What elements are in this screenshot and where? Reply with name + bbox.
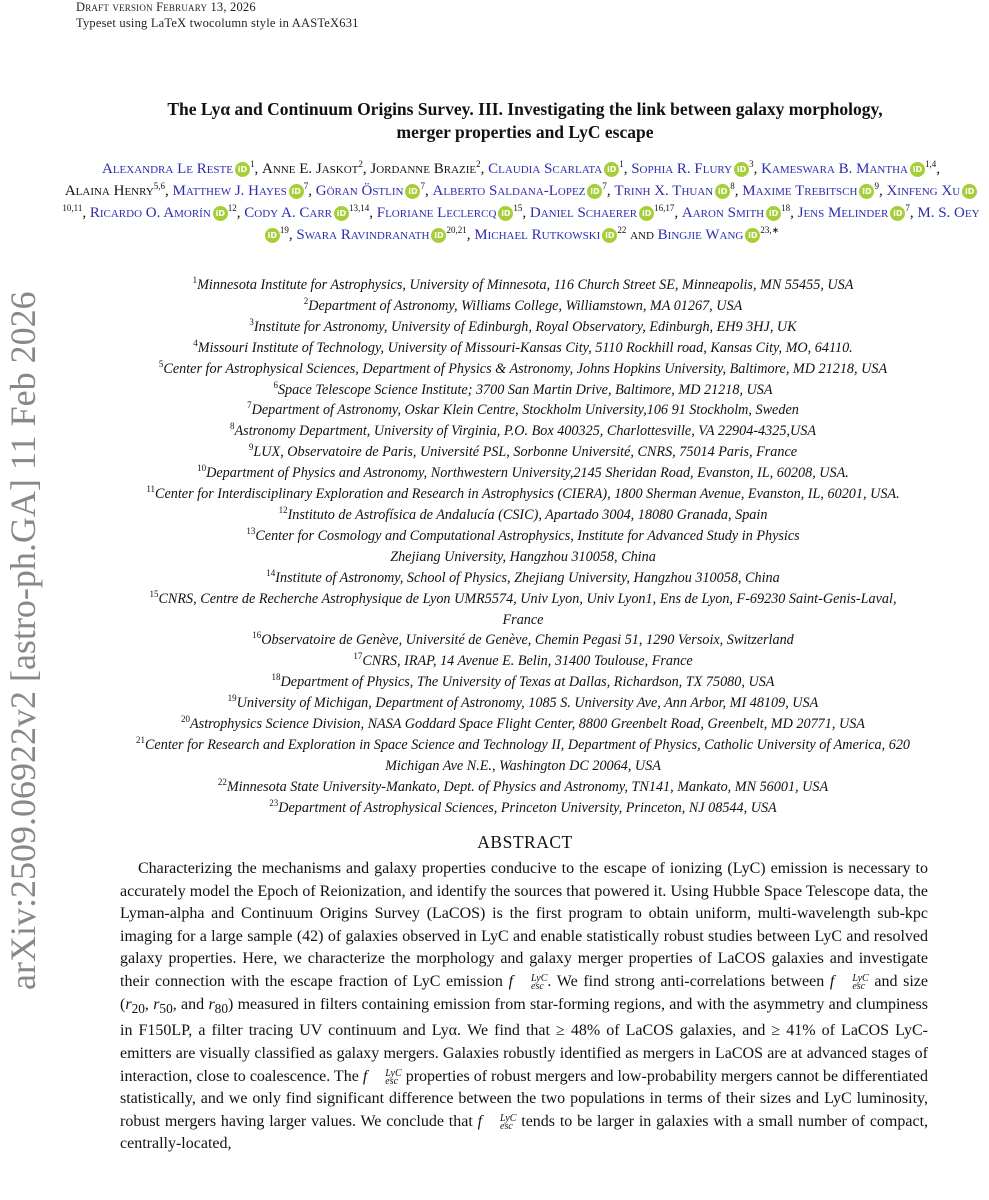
affiliation-number: 4 — [193, 337, 198, 348]
author-name: Anne E. Jaskot — [262, 161, 359, 177]
orcid-icon[interactable]: iD — [498, 206, 513, 221]
affiliation-number: 16 — [252, 630, 262, 641]
author-affiliation-index: 19 — [279, 225, 289, 235]
affiliation-text: Center for Cosmology and Computational Astrophysics, Institute for Advanced Study in Physics — [255, 527, 800, 544]
affiliation-item — [56, 630, 989, 651]
affiliation-text: Department of Astronomy, Oskar Klein Centre, Stockholm University,106 91 Stockholm, Sweden — [251, 402, 799, 419]
author-affiliation-index: 1 — [619, 159, 624, 169]
affiliation-item — [56, 359, 989, 380]
affiliation-item — [56, 777, 989, 798]
affiliation-item — [56, 317, 989, 338]
affiliation-number: 1 — [192, 275, 198, 285]
orcid-icon[interactable]: iD — [431, 228, 446, 243]
affiliation-number: 3 — [249, 316, 254, 327]
author-affiliation-index: 1,4 — [924, 159, 937, 169]
affiliation-number: 9 — [248, 442, 254, 453]
author-list: Alexandra Le Reste $iD^1$, Anne E. Jaskot$^2$, Jordanne Brazie$^2$, Claudia Scarlata $iD^1$, Sophia R. Flury $iD^3$, Kameswara B. Mantha iD$^{1,4}$, Alaina Henry$^{5,6}$, Matthew J. Hayes $iD^7$, Göran Östlin $iD^7$, Alberto Saldana-Lopez $iD^7$, Trinh X. Thuan $iD^8$, Maxime Trebitsch $iD^9$, Xinfeng Xu iD$^{10,11}$, Ricardo O. Amorín $iD^{12}$, Cody A. Carr iD$^{13,14}$, Floriane Leclercq $iD^{15}$, Daniel Schaerer iD$^{16,17}$, Aaron Smith $iD^{18}$, Jens Melinder $iD^7$, M. S. OeyiD$^{19}$, Swara Ravindranath iD$^{20,21}$, Michael Rutkowski $iD^{22}$ and Bingjie Wang $iD^{23,∗}$ — [62, 159, 980, 243]
author-affiliation-index: 10,11 — [62, 203, 83, 213]
author-name[interactable]: Daniel Schaerer — [529, 205, 638, 221]
abstract-text-1: Characterizing the mechanisms and galaxy properties conducive to the escape of ionizing (LyC) emission is necessary to accurately model the Epoch of Reionization, and identify the sources that powered it. Using Hubble Space Telescope data, the Lyman-alpha and Continuum Origins Survey (LaCOS) is the first program to obtain uniform, multi-wavelength sub-kpc imaging for a large sample (42) of galaxies observed in LyC and enable statistically robust studies between LyC and resolved galaxy properties. Here, we characterize the morphology and galaxy merger properties of LaCOS galaxies and investigate their connection with the escape fraction of LyC emission — [120, 860, 928, 990]
r80-subscript: 80 — [214, 1000, 228, 1016]
abstract-text-5: properties of robust mergers and low-probability mergers cannot be differentiated statistically, and we only find significant difference between the two populations in terms of their sizes and LyC luminosity, robust mergers having larger values. We conclude that — [120, 1067, 929, 1130]
author-name[interactable]: Trinh X. Thuan — [614, 183, 714, 199]
affiliation-item — [56, 275, 989, 296]
orcid-icon[interactable]: iD — [745, 228, 760, 243]
author-name[interactable]: Jens Melinder — [797, 205, 889, 221]
affiliation-item — [56, 714, 989, 735]
author-name[interactable]: Claudia Scarlata — [488, 161, 603, 177]
affiliation-number: 10 — [197, 463, 207, 474]
affiliation-item — [56, 484, 989, 505]
author-name[interactable]: Alberto Saldana-Lopez — [432, 183, 586, 199]
affiliation-text: Department of Physics and Astronomy, Northwestern University,2145 Sheridan Road, Evanston, IL, 60208, USA. — [206, 465, 849, 482]
author-affiliation-index: 2 — [476, 159, 481, 169]
orcid-icon[interactable]: iD — [289, 184, 304, 199]
affiliation-number: 13 — [246, 525, 256, 536]
affiliation-text-continued: Michigan Ave N.E., Washington DC 20064, USA — [385, 757, 661, 774]
affiliation-text-continued: France — [502, 611, 544, 628]
fesc-symbol: f LyC esc — [362, 1067, 402, 1087]
paper-title-line-2: merger properties and LyC escape — [396, 122, 654, 142]
affiliation-text: LUX, Observatoire de Paris, Université PSL, Sorbonne Université, CNRS, 75014 Paris, France — [253, 444, 798, 461]
author-affiliation-index: 1 — [250, 159, 255, 169]
orcid-icon[interactable]: iD — [604, 162, 619, 177]
affiliation-text: CNRS, IRAP, 14 Avenue E. Belin, 31400 Toulouse, France — [362, 653, 693, 670]
affiliation-item — [56, 735, 989, 756]
author-affiliation-index: 18 — [781, 203, 791, 213]
affiliation-text: Center for Astrophysical Sciences, Department of Physics & Astronomy, Johns Hopkins University, Baltimore, MD 21218, USA — [163, 360, 888, 377]
affiliation-item — [56, 651, 989, 672]
affiliation-item — [56, 589, 989, 610]
abstract-text-6: tends to be larger in galaxies with a small number of compact, centrally-located, — [120, 1112, 929, 1153]
and-word: and — [630, 227, 654, 243]
author-affiliation-index: 8 — [730, 181, 735, 191]
affiliation-text: Center for Interdisciplinary Exploration and Research in Astrophysics (CIERA), 1800 Sherman Avenue, Evanston, IL, 60201, USA. — [155, 486, 900, 503]
author-name[interactable]: Kameswara B. Mantha — [761, 161, 908, 177]
affiliation-item — [56, 296, 989, 317]
author-affiliation-index: 20,21 — [446, 225, 467, 235]
affiliation-number: 21 — [135, 734, 145, 745]
fesc-symbol: f LyC esc — [508, 972, 548, 992]
affiliation-item — [56, 421, 989, 442]
affiliation-number: 5 — [158, 358, 164, 369]
abstract-text-3: and size ( — [120, 972, 929, 1013]
affiliation-text: Department of Astronomy, Williams College, Williamstown, MA 01267, USA — [308, 297, 743, 314]
orcid-icon[interactable]: iD — [587, 184, 602, 199]
affiliation-number: 8 — [230, 421, 235, 432]
affiliation-number: 11 — [146, 484, 156, 495]
orcid-icon[interactable]: iD — [235, 162, 250, 177]
author-affiliation-index: 9 — [874, 181, 879, 191]
affiliation-number: 18 — [271, 672, 281, 683]
orcid-icon[interactable]: iD — [715, 184, 730, 199]
author-name[interactable]: Aaron Smith — [681, 205, 765, 221]
author-name[interactable]: Göran Östlin — [315, 183, 404, 199]
affiliation-text: Center for Research and Exploration in Space Science and Technology II, Department of Physics, Catholic University of America, 620 — [144, 736, 911, 753]
author-name[interactable]: Ricardo O. Amorín — [89, 205, 211, 221]
author-affiliation-index: 23,∗ — [760, 225, 780, 235]
affiliation-item — [56, 798, 989, 819]
author-affiliation-index: 7 — [602, 181, 607, 191]
author-affiliation-index: 13,14 — [349, 203, 370, 213]
affiliation-item — [56, 400, 989, 421]
author-name[interactable]: Xinfeng Xu — [886, 183, 961, 199]
fesc-symbol: f LyC esc — [477, 1112, 517, 1132]
affiliation-text: Astronomy Department, University of Virginia, P.O. Box 400325, Charlottesville, VA 22904-4325,USA — [234, 423, 816, 440]
author-name[interactable]: Swara Ravindranath — [296, 227, 430, 243]
affiliation-item — [56, 526, 989, 547]
affiliation-number: 7 — [247, 400, 252, 411]
affiliation-text: Institute of Astronomy, School of Physics, Zhejiang University, Hangzhou 310058, China — [275, 569, 780, 586]
paper-title — [70, 98, 980, 144]
affiliation-item — [56, 505, 989, 526]
affiliation-text: University of Michigan, Department of Astronomy, 1085 S. University Ave, Ann Arbor, MI 48109, USA — [236, 695, 819, 712]
draft-version-line — [76, 0, 256, 14]
author-affiliation-index: 7 — [303, 181, 309, 191]
author-name[interactable]: M. S. Oey — [917, 205, 980, 221]
affiliation-number: 12 — [278, 504, 288, 515]
affiliation-number: 6 — [273, 379, 278, 390]
fesc-symbol: f LyC esc — [829, 972, 869, 992]
orcid-icon[interactable]: iD — [405, 184, 420, 199]
author-affiliation-index: 22 — [617, 225, 627, 235]
orcid-icon[interactable]: iD — [334, 206, 349, 221]
affiliation-number: 23 — [269, 797, 279, 808]
affiliation-text-continued: Zhejiang University, Hangzhou 310058, China — [390, 548, 656, 565]
author-affiliation-index: 16,17 — [654, 203, 675, 213]
affiliation-item — [56, 693, 989, 714]
abstract-text-4: ) measured in filters containing emission from star-forming regions, and with the asymmetry and clumpiness in F150LP, a filter tracing UV continuum and Lyα. We find that ≥ 48% of LaCOS galaxies, and ≥ 41% of LaCOS LyC-emitters are visually classified as galaxy mergers. Galaxies robustly identified as mergers in LaCOS are at advanced stages of interaction, close to coalescence. The — [120, 995, 929, 1085]
orcid-icon[interactable]: iD — [602, 228, 617, 243]
orcid-icon[interactable]: iD — [890, 206, 905, 221]
author-affiliation-index: 15 — [513, 203, 523, 213]
affiliation-item — [56, 338, 989, 359]
author-name[interactable]: Matthew J. Hayes — [172, 183, 287, 199]
affiliation-text: Minnesota State University-Mankato, Dept. of Physics and Astronomy, TN141, Mankato, MN 56001, USA — [226, 778, 829, 795]
arxiv-identifier[interactable]: arXiv:2509.06922v2 [astro-ph.GA] 11 Feb 2026 — [3, 291, 43, 990]
affiliation-item — [56, 463, 989, 484]
abstract-heading: ABSTRACT — [477, 832, 573, 852]
affiliation-number: 19 — [227, 693, 237, 704]
draft-version-text: Draft version February 13, 2026 — [76, 0, 256, 14]
author-name[interactable]: Maxime Trebitsch — [742, 183, 858, 199]
author-name[interactable]: Michael Rutkowski — [474, 227, 601, 243]
affiliation-text: Department of Astrophysical Sciences, Princeton University, Princeton, NJ 08544, USA — [278, 799, 777, 816]
author-affiliation-index: 7 — [420, 181, 425, 191]
author-name[interactable]: Cody A. Carr — [244, 205, 332, 221]
affiliation-item — [56, 568, 989, 589]
affiliation-number: 2 — [303, 295, 309, 306]
author-affiliation-index: 5,6 — [153, 181, 166, 191]
orcid-icon[interactable]: iD — [639, 206, 654, 221]
affiliation-item — [56, 442, 989, 463]
author-affiliation-index: 2 — [358, 159, 363, 169]
orcid-icon[interactable]: iD — [213, 206, 228, 221]
author-name[interactable]: Alexandra Le Reste — [102, 161, 233, 177]
author-affiliation-index: 3 — [749, 159, 754, 169]
orcid-icon[interactable]: iD — [859, 184, 874, 199]
affiliation-text: Minnesota Institute for Astrophysics, University of Minnesota, 116 Church Street SE, Minneapolis, MN 55455, USA — [197, 277, 854, 293]
r50-subscript: 50 — [159, 1000, 173, 1016]
paper-title-line-1: The Lyα and Continuum Origins Survey. III. Investigating the link between galaxy morphology, — [167, 99, 883, 119]
author-name: Jordanne Brazie — [370, 161, 477, 177]
r20-subscript: 20 — [131, 1000, 145, 1016]
orcid-icon[interactable]: iD — [962, 184, 977, 199]
affiliation-text: Department of Physics, The University of Texas at Dallas, Richardson, TX 75080, USA — [280, 674, 775, 691]
author-name[interactable]: Bingjie Wang — [657, 227, 744, 243]
affiliation-number: 20 — [181, 714, 190, 725]
affiliation-text: Observatoire de Genève, Université de Genève, Chemin Pegasi 51, 1290 Versoix, Switzerland — [261, 632, 794, 649]
affiliation-text: Institute for Astronomy, University of Edinburgh, Royal Observatory, Edinburgh, EH9 3HJ, UK — [253, 318, 797, 335]
affiliation-number: 14 — [266, 567, 276, 578]
abstract-text-2: . We find strong anti-correlations between — [547, 972, 825, 990]
orcid-icon[interactable]: iD — [910, 162, 925, 177]
affiliation-text: Astrophysics Science Division, NASA Goddard Space Flight Center, 8800 Greenbelt Road, Greenbelt, MD 20771, USA — [190, 716, 865, 733]
abstract-body: Characterizing the mechanisms and galaxy properties conducive to the escape of ionizing (LyC) emission is necessary to accurately model the Epoch of Reionization, and identify the sources that powered it. Using Hubble Space Telescope data, the Lyman-alpha and Continuum Origins Survey (LaCOS) is the first program to obtain uniform, multi-wavelength sub-kpc imaging for a large sample (42) of galaxies observed in LyC and enable statistically robust studies between LyC and resolved galaxy properties. Here, we characterize the morphology and galaxy merger properties of LaCOS galaxies and investigate their connection with the escape fraction of LyC emission f LyC esc . We find strong anti-correlations between f LyC esc and size ($r_{20}$, $r_{50}$, and $r_{80}$) measured in filters containing emission from star-forming regions, and with the asymmetry and clumpiness in F150LP, a filter tracing UV continuum and Lyα. We find that ≥ 48% of LaCOS galaxies, and ≥ 41% of LaCOS LyC-emitters are visually classified as galaxy mergers. Galaxies robustly identified as mergers in LaCOS are at advanced stages of interaction, close to coalescence. The f LyC esc properties of robust mergers and low-probability mergers cannot be differentiated statistically, and we only find significant difference between the two populations in terms of their sizes and LyC luminosity, robust mergers having larger values. We conclude that f LyC esc tends to be larger in galaxies with a small number of compact, centrally-located, — [120, 860, 929, 1153]
affiliation-text: Missouri Institute of Technology, University of Missouri-Kansas City, 5110 Rockhill road, Kansas City, MO, 64110. — [197, 339, 853, 356]
author-name: Alaina Henry — [64, 183, 154, 199]
affiliation-text: CNRS, Centre de Recherche Astrophysique de Lyon UMR5574, Univ Lyon, Univ Lyon1, Ens de Lyon, F-69230 Saint-Genis-Laval, — [158, 590, 897, 607]
orcid-icon[interactable]: iD — [766, 206, 781, 221]
author-affiliation-index: 7 — [905, 203, 910, 213]
typeset-text: Typeset using LaTeX twocolumn style in AASTeX631 — [76, 16, 359, 30]
author-name[interactable]: Floriane Leclercq — [376, 205, 497, 221]
typeset-line — [76, 16, 359, 30]
affiliation-number: 15 — [149, 588, 159, 599]
affiliation-item — [56, 672, 989, 693]
affiliation-text: Space Telescope Science Institute; 3700 San Martin Drive, Baltimore, MD 21218, USA — [277, 381, 773, 398]
affiliation-list — [56, 275, 989, 819]
author-name[interactable]: Sophia R. Flury — [631, 161, 733, 177]
affiliation-number: 22 — [217, 776, 227, 787]
affiliation-text: Instituto de Astrofísica de Andalucía (CSIC), Apartado 3004, 18080 Granada, Spain — [287, 506, 768, 523]
affiliation-item — [56, 380, 989, 401]
author-affiliation-index: 12 — [227, 203, 237, 213]
orcid-icon[interactable]: iD — [734, 162, 749, 177]
affiliation-number: 17 — [353, 651, 363, 662]
orcid-icon[interactable]: iD — [265, 228, 280, 243]
